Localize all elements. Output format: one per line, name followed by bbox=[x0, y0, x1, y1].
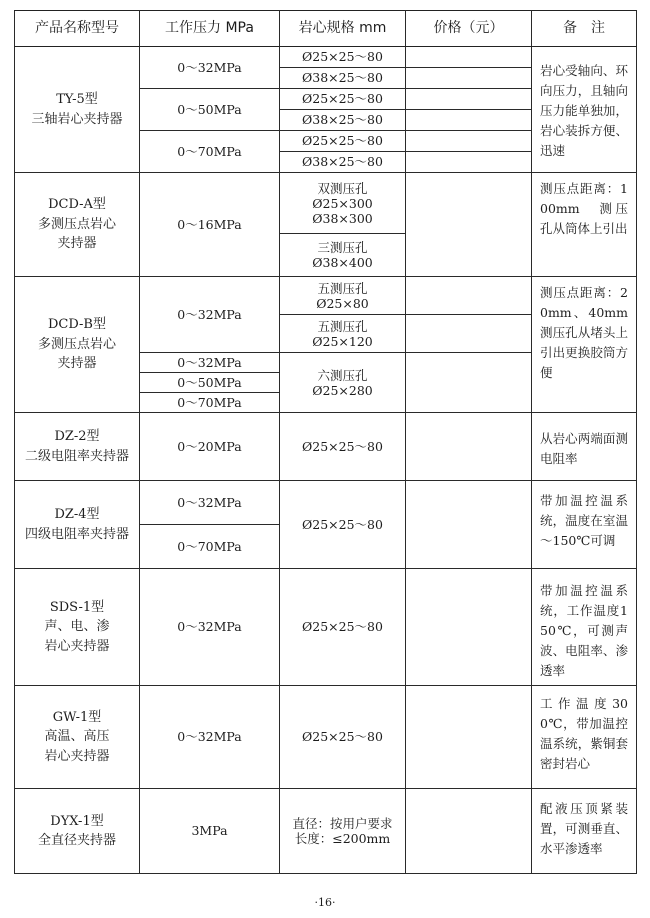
table-row bbox=[15, 413, 637, 481]
pressure-cell: 0～32MPa bbox=[140, 47, 280, 89]
spec-cell: Ø25×25～80 bbox=[280, 569, 406, 686]
spec-cell: Ø25×25～80 bbox=[280, 686, 406, 789]
model-cell bbox=[15, 481, 140, 569]
spec-cell bbox=[280, 277, 406, 315]
price-cell bbox=[406, 315, 532, 353]
model-cell bbox=[15, 686, 140, 789]
model-name: 夹持器 bbox=[57, 236, 97, 252]
table-row bbox=[15, 47, 637, 68]
pressure-cell: 0～50MPa bbox=[140, 373, 280, 393]
pressure-cell: 0～70MPa bbox=[140, 131, 280, 173]
model-code: DZ-4型 bbox=[54, 507, 100, 522]
price-cell bbox=[406, 277, 532, 315]
model-code: DCD-B型 bbox=[48, 317, 106, 333]
price-cell bbox=[406, 47, 532, 68]
model-cell bbox=[15, 413, 140, 481]
product-table bbox=[14, 10, 641, 874]
pressure-cell: 0～32MPa bbox=[140, 569, 280, 686]
remarks-cell: 测压点距离：20mm、40mm 测压孔从堵头上引出更换胶筒方便 bbox=[532, 277, 637, 413]
model-name: 多测压点岩心 bbox=[37, 216, 116, 232]
spec-line: 五测压孔 bbox=[317, 318, 368, 334]
header-price: 价格（元） bbox=[406, 11, 532, 47]
spec-line: Ø25×300 bbox=[312, 195, 373, 211]
table-row bbox=[15, 789, 637, 874]
spec-cell: Ø25×25～80 bbox=[280, 481, 406, 569]
pressure-cell: 0～32MPa bbox=[140, 277, 280, 353]
table-row bbox=[15, 686, 637, 789]
model-code: GW-1型 bbox=[52, 709, 102, 725]
model-name: 二级电阻率夹持器 bbox=[24, 448, 129, 464]
model-code: DCD-A型 bbox=[48, 197, 106, 213]
model-code: SDS-1型 bbox=[49, 599, 105, 615]
price-cell bbox=[406, 789, 532, 874]
spec-line: 六测压孔 bbox=[317, 367, 368, 383]
pressure-cell: 3MPa bbox=[140, 789, 280, 874]
model-name: 多测压点岩心 bbox=[37, 336, 116, 352]
price-cell bbox=[406, 686, 532, 789]
model-cell bbox=[15, 569, 140, 686]
header-core-spec: 岩心规格 mm bbox=[280, 11, 406, 47]
remarks-cell: 配液压顶紧装置，可测垂直、水平渗透率 bbox=[532, 789, 637, 874]
spec-line: 长度：≤200mm bbox=[294, 831, 391, 846]
model-code: DZ-2型 bbox=[54, 429, 100, 444]
spec-line: Ø38×400 bbox=[312, 255, 373, 270]
pressure-cell: 0～20MPa bbox=[140, 413, 280, 481]
table-row bbox=[15, 569, 637, 686]
spec-cell bbox=[280, 353, 406, 413]
model-name: 四级电阻率夹持器 bbox=[24, 526, 129, 542]
page-number: ·16· bbox=[314, 896, 336, 909]
spec-cell: Ø38×25～80 bbox=[280, 152, 406, 173]
remarks-cell: 岩心受轴向、环向压力，且轴向压力能单独加，岩心装拆方便、迅速 bbox=[532, 47, 637, 173]
remarks-cell: 从岩心两端面测电阻率 bbox=[532, 413, 637, 481]
remarks-cell: 带加温控温系统，温度在室温～150℃可调 bbox=[532, 481, 637, 569]
spec-line: Ø38×300 bbox=[312, 210, 373, 226]
model-name: 岩心夹持器 bbox=[44, 748, 110, 764]
pressure-cell: 0～16MPa bbox=[140, 173, 280, 277]
spec-cell: Ø38×25～80 bbox=[280, 68, 406, 89]
pressure-cell: 0～32MPa bbox=[140, 481, 280, 525]
header-model: 产品名称型号 bbox=[15, 11, 140, 47]
table-row bbox=[15, 277, 637, 315]
remarks-cell: 工作温度300℃，带加温控温系统，紫铜套密封岩心 bbox=[532, 686, 637, 789]
price-cell bbox=[406, 413, 532, 481]
spec-line: 三测压孔 bbox=[317, 240, 368, 255]
spec-cell: Ø25×25～80 bbox=[280, 131, 406, 152]
model-cell bbox=[15, 789, 140, 874]
price-cell bbox=[406, 152, 532, 173]
spec-cell bbox=[280, 173, 406, 234]
spec-line: 五测压孔 bbox=[317, 280, 368, 296]
pressure-cell: 0～32MPa bbox=[140, 353, 280, 373]
price-cell bbox=[406, 481, 532, 569]
spec-cell: Ø38×25～80 bbox=[280, 110, 406, 131]
table-header-row bbox=[15, 11, 637, 47]
spec-line: 直径：按用户要求 bbox=[292, 816, 393, 831]
remarks-cell: 测压点距离：100mm 测压孔从筒体上引出 bbox=[532, 173, 637, 277]
pressure-cell: 0～50MPa bbox=[140, 89, 280, 131]
spec-line: 双测压孔 bbox=[317, 180, 368, 196]
model-name: 高温、高压 bbox=[44, 729, 110, 745]
spec-cell bbox=[280, 789, 406, 874]
price-cell bbox=[406, 131, 532, 152]
spec-cell bbox=[280, 234, 406, 277]
spec-line: Ø25×120 bbox=[312, 333, 373, 349]
price-cell bbox=[406, 68, 532, 89]
table-row bbox=[15, 481, 637, 525]
model-cell bbox=[15, 277, 140, 413]
product-table-sheet bbox=[14, 10, 641, 874]
spec-cell bbox=[280, 315, 406, 353]
model-name: 岩心夹持器 bbox=[44, 638, 110, 654]
price-cell bbox=[406, 110, 532, 131]
price-cell bbox=[406, 89, 532, 110]
spec-cell: Ø25×25～80 bbox=[280, 47, 406, 68]
model-cell bbox=[15, 173, 140, 277]
model-name: 全直径夹持器 bbox=[37, 833, 116, 848]
table-row bbox=[15, 173, 637, 234]
spec-line: Ø25×80 bbox=[316, 295, 369, 311]
price-cell bbox=[406, 353, 532, 413]
spec-line: Ø25×280 bbox=[312, 382, 373, 398]
remarks-cell: 带加温控温系统，工作温度150℃，可测声波、电阻率、渗透率 bbox=[532, 569, 637, 686]
price-cell bbox=[406, 569, 532, 686]
price-cell bbox=[406, 173, 532, 277]
model-cell bbox=[15, 47, 140, 173]
model-name: 声、电、渗 bbox=[44, 619, 110, 635]
spec-cell: Ø25×25～80 bbox=[280, 89, 406, 110]
model-name: 三轴岩心夹持器 bbox=[31, 111, 123, 127]
header-pressure: 工作压力 MPa bbox=[140, 11, 280, 47]
spec-cell: Ø25×25～80 bbox=[280, 413, 406, 481]
header-remarks: 备 注 bbox=[532, 11, 637, 47]
pressure-cell: 0～70MPa bbox=[140, 525, 280, 569]
model-code: DYX-1型 bbox=[50, 813, 104, 829]
model-name: 夹持器 bbox=[57, 356, 97, 372]
pressure-cell: 0～70MPa bbox=[140, 393, 280, 413]
pressure-cell: 0～32MPa bbox=[140, 686, 280, 789]
model-code: TY-5型 bbox=[56, 92, 98, 107]
